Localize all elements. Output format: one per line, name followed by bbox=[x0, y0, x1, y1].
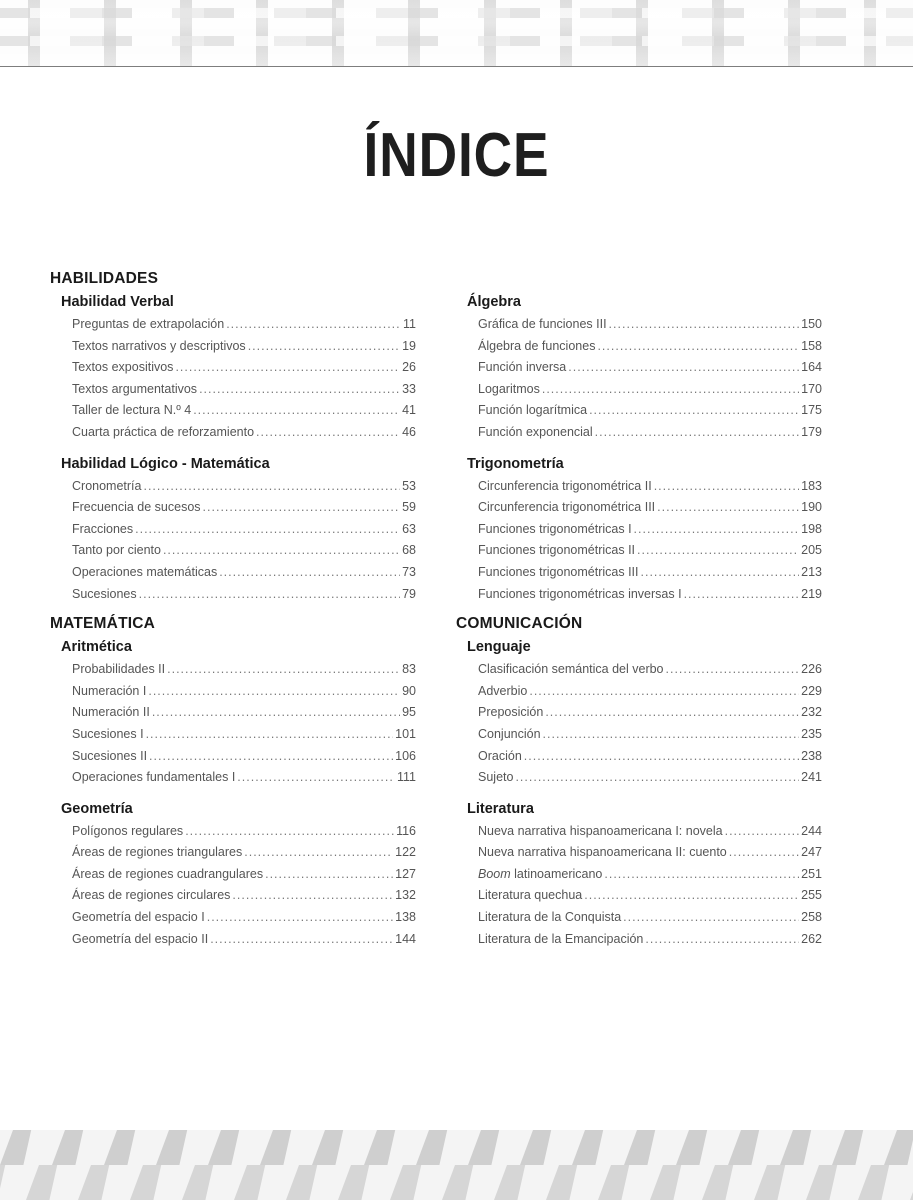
dot-leader bbox=[135, 519, 400, 541]
subsection-title-lenguaje: Lenguaje bbox=[467, 639, 531, 656]
toc-entry-label: Sujeto bbox=[478, 770, 514, 785]
toc-entry[interactable] bbox=[72, 929, 416, 951]
toc-entry[interactable] bbox=[478, 584, 822, 606]
toc-entry-page-number: 251 bbox=[801, 866, 822, 881]
toc-entry-page-number: 247 bbox=[801, 845, 822, 860]
dot-leader bbox=[609, 314, 800, 336]
dot-leader bbox=[210, 929, 393, 951]
toc-entry-label: Numeración I bbox=[72, 683, 147, 698]
toc-entry[interactable] bbox=[478, 400, 822, 422]
dot-leader bbox=[666, 659, 800, 681]
toc-entry[interactable] bbox=[478, 562, 822, 584]
toc-entry[interactable] bbox=[478, 702, 822, 724]
toc-entry-label: Textos expositivos bbox=[72, 360, 174, 375]
dot-leader bbox=[232, 885, 393, 907]
toc-entry[interactable] bbox=[478, 497, 822, 519]
toc-entry-page-number: 258 bbox=[801, 910, 822, 925]
dot-leader bbox=[542, 379, 799, 401]
toc-entry[interactable] bbox=[72, 314, 416, 336]
toc-entry[interactable] bbox=[72, 746, 416, 768]
toc-entry-label: Preposición bbox=[478, 705, 544, 720]
dot-leader bbox=[645, 929, 799, 951]
toc-entry[interactable] bbox=[478, 379, 822, 401]
toc-entry[interactable] bbox=[72, 724, 416, 746]
toc-entry-page-number: 262 bbox=[801, 931, 822, 946]
dot-leader bbox=[226, 314, 401, 336]
dot-leader bbox=[641, 562, 800, 584]
dot-leader bbox=[634, 519, 800, 541]
toc-entry-label: Gráfica de funciones III bbox=[478, 317, 607, 331]
toc-entry[interactable] bbox=[72, 885, 416, 907]
dot-leader bbox=[543, 724, 800, 746]
toc-entry-list bbox=[478, 314, 822, 444]
toc-entry[interactable] bbox=[72, 864, 416, 886]
toc-entry[interactable] bbox=[478, 357, 822, 379]
toc-entry-list bbox=[72, 821, 416, 951]
toc-entry-page-number: 232 bbox=[801, 705, 822, 720]
toc-entry-label: Circunferencia trigonométrica III bbox=[478, 500, 656, 515]
toc-entry-page-number: 205 bbox=[801, 543, 822, 558]
toc-entry-label: Funciones trigonométricas II bbox=[478, 543, 636, 558]
dot-leader bbox=[515, 767, 799, 789]
toc-entry-page-number: 79 bbox=[402, 586, 416, 601]
toc-entry-page-number: 68 bbox=[402, 543, 416, 558]
dot-leader bbox=[244, 842, 393, 864]
toc-entry-list bbox=[478, 821, 822, 951]
toc-entry[interactable] bbox=[72, 702, 416, 724]
toc-entry-list bbox=[72, 476, 416, 606]
toc-entry-label: Áreas de regiones triangulares bbox=[72, 845, 243, 860]
toc-entry-label: Función exponencial bbox=[478, 424, 593, 439]
toc-entry-page-number: 46 bbox=[402, 424, 416, 439]
dot-leader bbox=[545, 702, 799, 724]
dot-leader bbox=[207, 907, 393, 929]
dot-leader bbox=[256, 422, 400, 444]
toc-entry[interactable] bbox=[72, 659, 416, 681]
toc-entry-label: Álgebra de funciones bbox=[478, 338, 596, 353]
toc-entry-label: Polígonos regulares bbox=[72, 823, 184, 838]
toc-entry-label: Funciones trigonométricas I bbox=[478, 521, 632, 536]
subsection-title-trigonometria: Trigonometría bbox=[467, 455, 564, 472]
subsection-title-habilidad-logico-matematica: Habilidad Lógico - Matemática bbox=[61, 455, 270, 472]
toc-entry-label: Función inversa bbox=[478, 360, 567, 375]
dot-leader bbox=[623, 907, 799, 929]
subsection-title-geometria: Geometría bbox=[61, 800, 133, 817]
toc-entry-page-number: 19 bbox=[402, 338, 416, 353]
dot-leader bbox=[265, 864, 393, 886]
toc-entry-page-number: 175 bbox=[801, 403, 822, 418]
toc-entry[interactable] bbox=[72, 379, 416, 401]
toc-entry[interactable] bbox=[72, 584, 416, 606]
toc-entry-page-number: 127 bbox=[395, 866, 416, 881]
toc-entry-page-number: 116 bbox=[396, 823, 416, 838]
toc-entry-label: Sucesiones II bbox=[72, 748, 148, 763]
toc-entry[interactable] bbox=[478, 314, 822, 336]
toc-entry-page-number: 33 bbox=[402, 381, 416, 396]
dot-leader bbox=[684, 584, 800, 606]
dot-leader bbox=[163, 540, 400, 562]
dot-leader bbox=[584, 885, 799, 907]
toc-entry-page-number: 198 bbox=[801, 521, 822, 536]
toc-entry[interactable] bbox=[478, 659, 822, 681]
dot-leader bbox=[149, 746, 393, 768]
dot-leader bbox=[657, 497, 799, 519]
toc-entry-label: Nueva narrativa hispanoamericana II: cuento bbox=[478, 845, 727, 860]
toc-entry-page-number: 90 bbox=[402, 683, 416, 698]
toc-entry-label: Literatura quechua bbox=[478, 888, 583, 903]
toc-entry-label: Taller de lectura N.º 4 bbox=[72, 403, 192, 418]
dot-leader bbox=[604, 864, 799, 886]
toc-entry-page-number: 63 bbox=[402, 521, 416, 536]
toc-entry-list bbox=[478, 476, 822, 606]
toc-entry-list bbox=[72, 659, 416, 789]
toc-entry[interactable] bbox=[72, 336, 416, 358]
toc-entry-label: Logaritmos bbox=[478, 381, 540, 396]
toc-entry-page-number: 179 bbox=[801, 424, 822, 439]
toc-entry[interactable] bbox=[478, 422, 822, 444]
dot-leader bbox=[143, 476, 400, 498]
header-stripe bbox=[0, 8, 913, 18]
toc-entry-label: Clasificación semántica del verbo bbox=[478, 662, 664, 677]
dot-leader bbox=[237, 767, 395, 789]
toc-entry-page-number: 219 bbox=[801, 586, 822, 601]
section-title-habilidades: HABILIDADES bbox=[50, 270, 159, 287]
toc-entry-page-number: 138 bbox=[395, 910, 416, 925]
toc-entry-label: Frecuencia de sucesos bbox=[72, 500, 201, 515]
dot-leader bbox=[654, 476, 799, 498]
dot-leader bbox=[139, 584, 400, 606]
toc-entry[interactable] bbox=[72, 497, 416, 519]
toc-entry[interactable] bbox=[72, 357, 416, 379]
toc-entry-page-number: 229 bbox=[801, 683, 822, 698]
toc-entry[interactable] bbox=[72, 681, 416, 703]
dot-leader bbox=[725, 821, 800, 843]
dot-leader bbox=[175, 357, 400, 379]
dot-leader bbox=[203, 497, 401, 519]
section-title-matematica: MATEMÁTICA bbox=[50, 615, 156, 633]
toc-entry[interactable] bbox=[478, 540, 822, 562]
toc-entry-label: Áreas de regiones cuadrangulares bbox=[72, 866, 264, 881]
dot-leader bbox=[148, 681, 400, 703]
toc-entry-page-number: 111 bbox=[396, 770, 416, 785]
toc-entry-label: Funciones trigonométricas inversas I bbox=[478, 586, 682, 601]
toc-entry-label: Operaciones fundamentales I bbox=[72, 770, 236, 785]
toc-entry-page-number: 101 bbox=[395, 726, 416, 741]
toc-entry[interactable] bbox=[72, 767, 416, 789]
toc-entry-page-number: 255 bbox=[801, 888, 822, 903]
toc-entry-label: Preguntas de extrapolación bbox=[72, 317, 225, 331]
toc-entry-page-number: 53 bbox=[402, 478, 416, 493]
dot-leader bbox=[529, 681, 799, 703]
toc-entry-label: Numeración II bbox=[72, 705, 150, 720]
toc-entry-page-number: 213 bbox=[801, 564, 822, 579]
dot-leader bbox=[595, 422, 799, 444]
toc-entry[interactable] bbox=[478, 519, 822, 541]
toc-entry-list bbox=[478, 659, 822, 789]
toc-entry[interactable] bbox=[478, 767, 822, 789]
toc-entry-page-number: 238 bbox=[801, 748, 822, 763]
toc-entry[interactable] bbox=[478, 864, 822, 886]
toc-entry[interactable] bbox=[72, 540, 416, 562]
toc-entry-page-number: 164 bbox=[801, 360, 822, 375]
toc-entry-page-number: 235 bbox=[801, 726, 822, 741]
toc-entry-page-number: 73 bbox=[402, 564, 416, 579]
dot-leader bbox=[248, 336, 400, 358]
toc-entry-page-number: 226 bbox=[801, 662, 822, 677]
toc-entry-page-number: 41 bbox=[402, 403, 416, 418]
subsection-title-literatura: Literatura bbox=[467, 800, 534, 817]
dot-leader bbox=[199, 379, 400, 401]
toc-entry[interactable] bbox=[478, 746, 822, 768]
toc-entry-label: Sucesiones bbox=[72, 586, 137, 601]
toc-entry-page-number: 95 bbox=[402, 705, 416, 720]
section-title-comunicacion: COMUNICACIÓN bbox=[456, 615, 583, 633]
subsection-title-habilidad-verbal: Habilidad Verbal bbox=[61, 294, 174, 310]
footer-decorative-pattern bbox=[0, 1130, 913, 1200]
toc-entry-label: Fracciones bbox=[72, 521, 134, 536]
toc-entry-page-number: 106 bbox=[395, 748, 416, 763]
toc-entry[interactable] bbox=[72, 519, 416, 541]
toc-entry[interactable] bbox=[478, 929, 822, 951]
toc-entry[interactable] bbox=[478, 724, 822, 746]
dot-leader bbox=[167, 659, 400, 681]
toc-entry-label: Adverbio bbox=[478, 683, 528, 698]
dot-leader bbox=[193, 400, 400, 422]
toc-entry-page-number: 144 bbox=[395, 931, 416, 946]
toc-entry[interactable] bbox=[72, 842, 416, 864]
toc-entry[interactable] bbox=[478, 885, 822, 907]
dot-leader bbox=[524, 746, 799, 768]
toc-entry-page-number: 11 bbox=[403, 317, 416, 331]
toc-entry-page-number: 122 bbox=[395, 845, 416, 860]
dot-leader bbox=[219, 562, 400, 584]
toc-entry-label: Funciones trigonométricas III bbox=[478, 564, 639, 579]
toc-entry-page-number: 244 bbox=[801, 823, 822, 838]
toc-entry[interactable] bbox=[478, 842, 822, 864]
toc-entry-page-number: 83 bbox=[402, 662, 416, 677]
toc-entry[interactable] bbox=[72, 562, 416, 584]
toc-entry-page-number: 59 bbox=[402, 500, 416, 515]
toc-entry-label: Conjunción bbox=[478, 726, 541, 741]
toc-entry-page-number: 26 bbox=[402, 360, 416, 375]
toc-entry-list bbox=[72, 314, 416, 444]
dot-leader bbox=[146, 724, 394, 746]
toc-left-column bbox=[50, 268, 416, 958]
toc-entry-label: Literatura de la Emancipación bbox=[478, 931, 644, 946]
toc-entry-label: Geometría del espacio I bbox=[72, 910, 205, 925]
dot-leader bbox=[568, 357, 799, 379]
subsection-title-aritmetica: Aritmética bbox=[61, 639, 132, 656]
toc-entry[interactable] bbox=[72, 907, 416, 929]
dot-leader bbox=[729, 842, 799, 864]
toc-entry-label: Probabilidades II bbox=[72, 662, 166, 677]
toc-entry-label: Nueva narrativa hispanoamericana I: novela bbox=[478, 823, 723, 838]
toc-entry-label: Áreas de regiones circulares bbox=[72, 888, 231, 903]
toc-entry-label: Operaciones matemáticas bbox=[72, 564, 218, 579]
toc-entry[interactable] bbox=[478, 821, 822, 843]
toc-entry-label: Sucesiones I bbox=[72, 726, 144, 741]
toc-entry[interactable] bbox=[478, 476, 822, 498]
toc-entry-page-number: 170 bbox=[801, 381, 822, 396]
dot-leader bbox=[589, 400, 799, 422]
toc-entry-label: Literatura de la Conquista bbox=[478, 910, 622, 925]
toc-entry-page-number: 158 bbox=[801, 338, 822, 353]
dot-leader bbox=[185, 821, 394, 843]
toc-entry-page-number: 132 bbox=[395, 888, 416, 903]
toc-entry-label: Geometría del espacio II bbox=[72, 931, 209, 946]
dot-leader bbox=[637, 540, 799, 562]
toc-entry-page-number: 241 bbox=[801, 770, 822, 785]
toc-entry-label: Textos argumentativos bbox=[72, 381, 198, 396]
toc-entry[interactable] bbox=[72, 422, 416, 444]
toc-entry[interactable] bbox=[478, 336, 822, 358]
toc-entry[interactable] bbox=[72, 476, 416, 498]
toc-entry-page-number: 190 bbox=[801, 500, 822, 515]
toc-entry[interactable] bbox=[72, 400, 416, 422]
toc-entry-page-number: 183 bbox=[801, 478, 822, 493]
toc-entry-label: Circunferencia trigonométrica II bbox=[478, 478, 652, 493]
toc-entry-label: Textos narrativos y descriptivos bbox=[72, 338, 246, 353]
header-decorative-band bbox=[0, 0, 913, 67]
dot-leader bbox=[597, 336, 799, 358]
toc-right-column bbox=[456, 268, 822, 958]
toc-entry-label: Oración bbox=[478, 748, 522, 763]
toc-entry-page-number: 150 bbox=[801, 317, 822, 331]
dot-leader bbox=[152, 702, 400, 724]
header-stripe bbox=[0, 36, 913, 46]
toc-entry-label: Tanto por ciento bbox=[72, 543, 161, 558]
toc-entry[interactable] bbox=[478, 907, 822, 929]
toc-entry-label: Función logarítmica bbox=[478, 403, 588, 418]
subsection-title-algebra: Álgebra bbox=[467, 294, 521, 310]
toc-entry-label: Boom latinoamericano bbox=[478, 866, 603, 881]
page-title: ÍNDICE bbox=[363, 121, 550, 190]
toc-entry-label: Cronometría bbox=[72, 478, 142, 493]
toc-entry[interactable] bbox=[72, 821, 416, 843]
toc-entry[interactable] bbox=[478, 681, 822, 703]
toc-entry-label: Cuarta práctica de reforzamiento bbox=[72, 424, 255, 439]
